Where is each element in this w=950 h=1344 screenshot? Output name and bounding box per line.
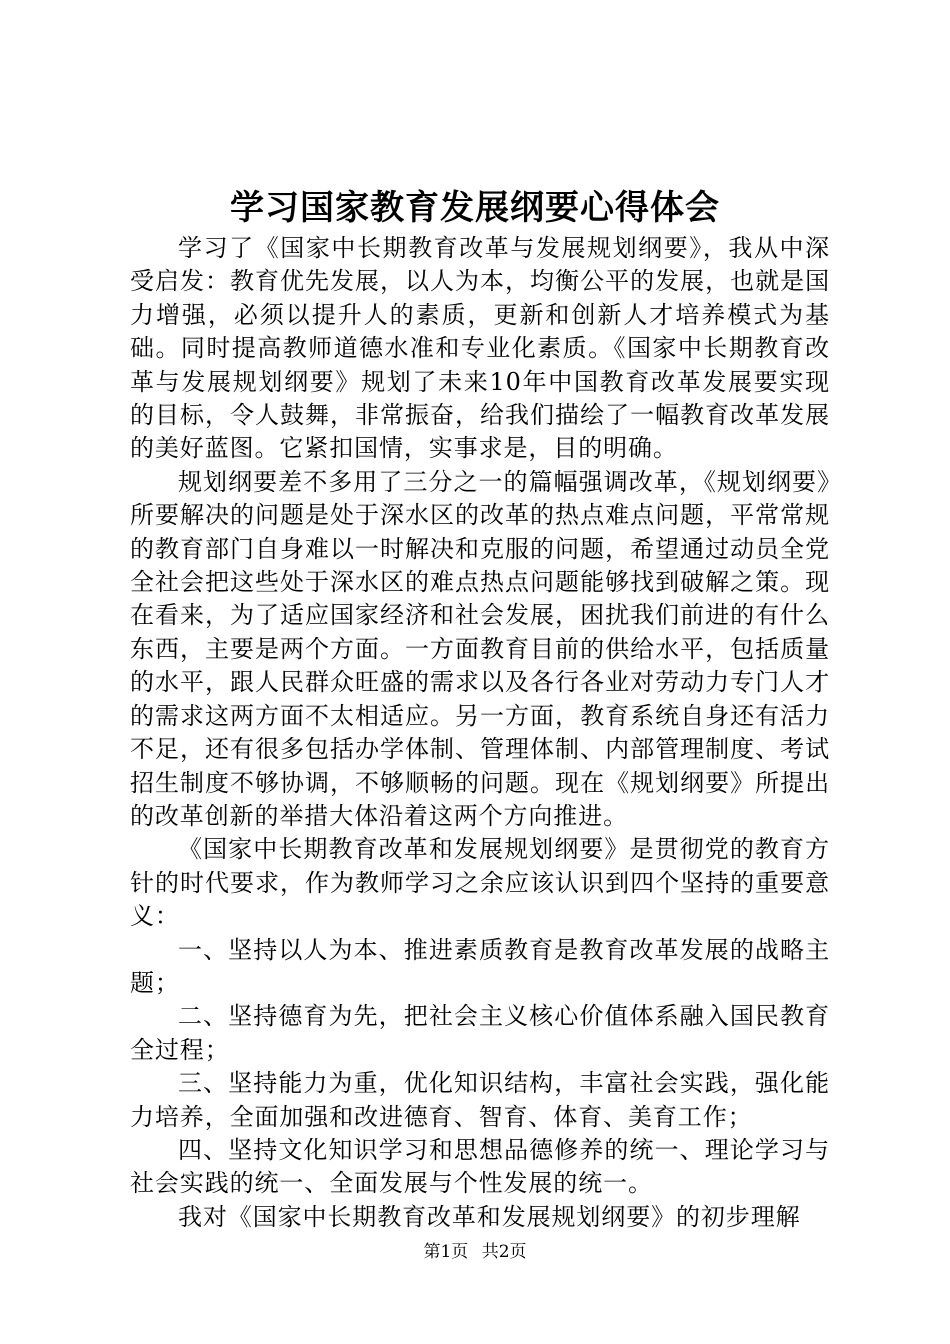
list-item-four: 四、坚持文化知识学习和思想品德修养的统一、理论学习与社会实践的统一、全面发展与个性发展的统一。 — [130, 1135, 830, 1198]
list-item-three: 三、坚持能力为重，优化知识结构，丰富社会实践，强化能力培养，全面加强和改进德育、智育、体育、美育工作； — [130, 1069, 830, 1131]
list-item-two: 二、坚持德育为先，把社会主义核心价值体系融入国民教育全过程； — [130, 1002, 830, 1064]
paragraph-significance: 《国家中长期教育改革和发展规划纲要》是贯彻党的教育方针的时代要求，作为教师学习之余应该认识到四个坚持的重要意义： — [130, 835, 830, 931]
paragraph-intro: 学习了《国家中长期教育改革与发展规划纲要》，我从中深受启发：教育优先发展，以人为本，均衡公平的发展，也就是国力增强，必须以提升人的素质，更新和创新人才培养模式为基础。同时提高教师道德水准和专业化素质。《国家中长期教育改革与发展规划纲要》规划了未来10年中国教育改革发展要实现的目标，令人鼓舞，非常振奋，给我们描绘了一幅教育改革发展的美好蓝图。它紧扣国情，实事求是，目的明确。 — [130, 234, 830, 463]
page-total: 共2页 — [481, 1242, 527, 1262]
page-number: 第1页 — [423, 1242, 469, 1262]
paragraph-reform: 规划纲要差不多用了三分之一的篇幅强调改革，《规划纲要》所要解决的问题是处于深水区的改革的热点难点问题，平常常规的教育部门自身难以一时解决和克服的问题，希望通过动员全党全社会把这些处于深水区的难点热点问题能够找到破解之策。现在看来，为了适应国家经济和社会发展，困扰我们前进的有什么东西，主要是两个方面。一方面教育目前的供给水平，包括质量的水平，跟人民群众旺盛的需求以及各行各业对劳动力专门人才的需求这两方面不太相适应。另一方面，教育系统自身还有活力不足，还有很多包括办学体制、管理体制、内部管理制度、考试招生制度不够协调，不够顺畅的问题。现在《规划纲要》所提出的改革创新的举措大体沿着这两个方向推进。 — [130, 467, 830, 830]
list-item-one: 一、坚持以人为本、推进素质教育是教育改革发展的战略主题； — [130, 935, 830, 997]
document-title: 学习国家教育发展纲要心得体会 — [230, 188, 720, 228]
document-body — [130, 232, 830, 1234]
paragraph-closing: 我对《国家中长期教育改革和发展规划纲要》的初步理解 — [178, 1202, 801, 1231]
page-footer — [0, 1240, 950, 1264]
